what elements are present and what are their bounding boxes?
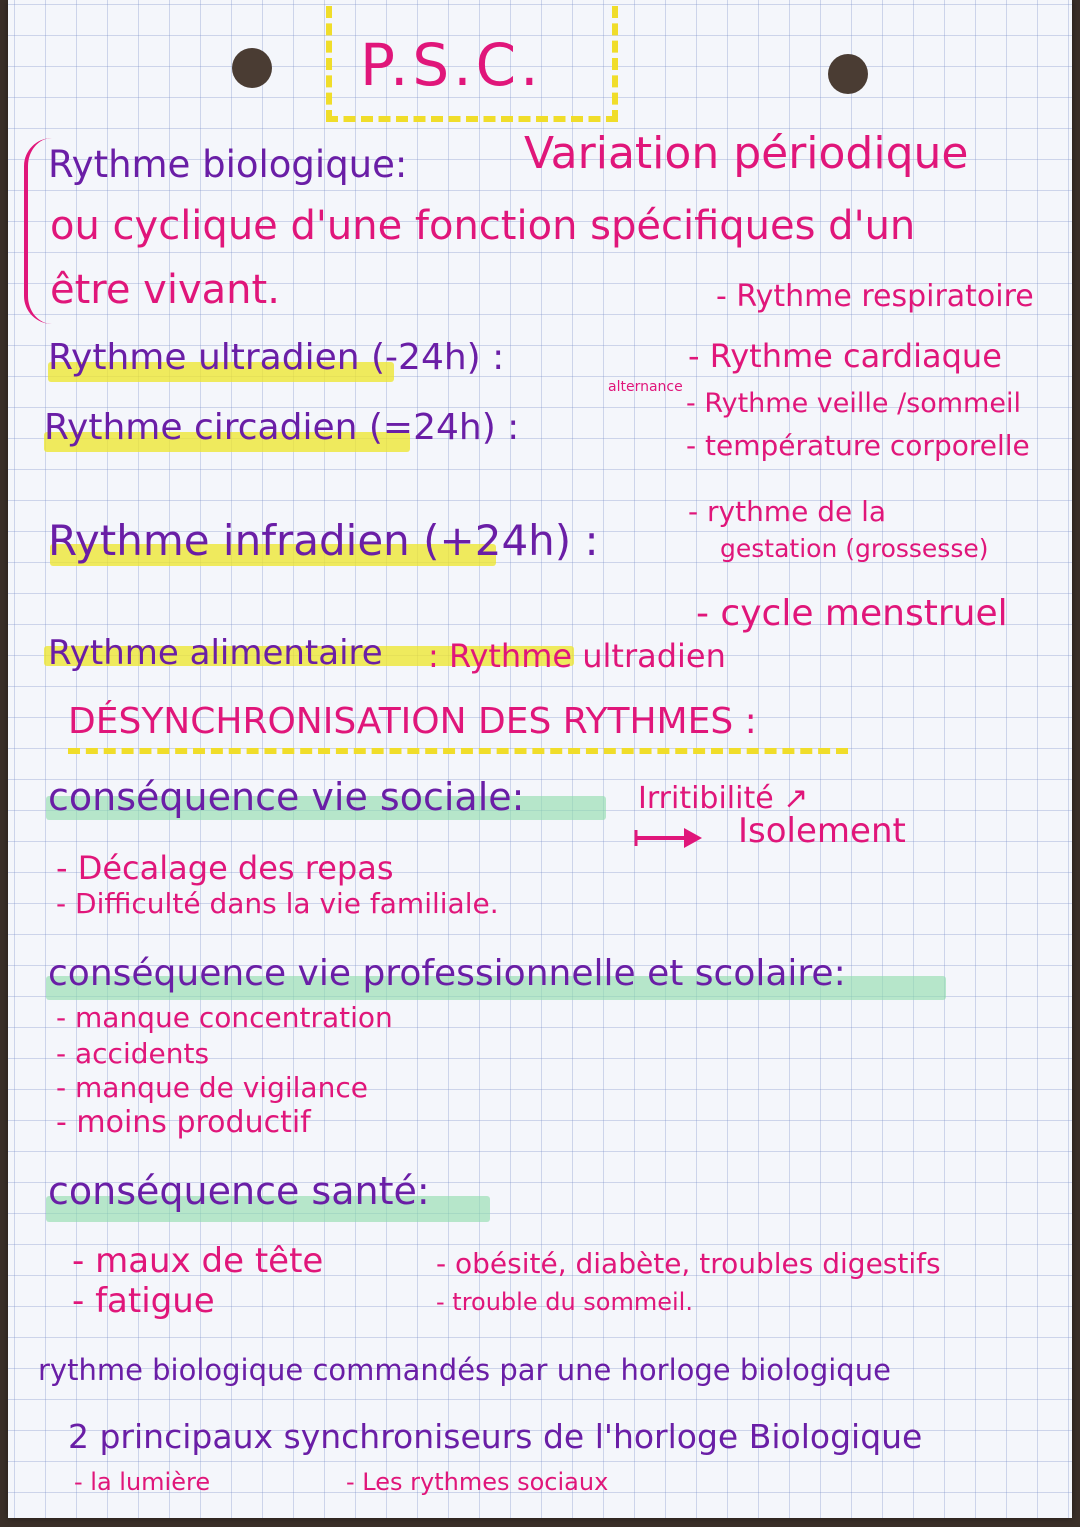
exemple-cycle: - cycle menstruel (696, 593, 1008, 634)
horloge-line1: rythme biologique commandés par une horloge biologique (38, 1353, 891, 1387)
sociale-item: - Décalage des repas (56, 849, 394, 887)
punch-hole-left (232, 48, 272, 88)
definition-line1: Variation périodique (524, 128, 969, 179)
sante-item-right: - trouble du sommeil. (436, 1288, 693, 1316)
sociale-irritabilite: Irritibilité ↗ (638, 781, 809, 816)
exemple-gestation-1: - rythme de la (688, 495, 887, 528)
note-alternance: alternance (608, 379, 683, 395)
desync-underline (68, 748, 848, 754)
sociale-heading: conséquence vie sociale: (48, 775, 525, 819)
punch-hole-right (828, 54, 868, 94)
exemple-gestation-2: gestation (grossesse) (720, 534, 989, 563)
definition-line2: ou cyclique d'une fonction spécifiques d'un (50, 203, 916, 249)
arrow-right-icon (634, 826, 704, 850)
definition-line3: être vivant. (50, 267, 280, 313)
pro-item: - moins productif (56, 1105, 311, 1140)
exemple-respiratoire: - Rythme respiratoire (716, 279, 1034, 314)
pro-item: - manque concentration (56, 1001, 393, 1034)
rythme-alimentaire: Rythme alimentaire (48, 633, 383, 673)
notebook-page (8, 0, 1072, 1518)
rythme-ultradien: Rythme ultradien (-24h) : (48, 337, 505, 378)
sante-item-left: - fatigue (72, 1281, 215, 1321)
rythme-circadien: Rythme circadien (=24h) : (44, 407, 520, 448)
pro-item: - accidents (56, 1037, 210, 1070)
exemple-cardiaque: - Rythme cardiaque (688, 337, 1002, 375)
pro-item: - manque de vigilance (56, 1071, 368, 1104)
sociale-isolement: Isolement (738, 811, 906, 851)
page-title: P.S.C. (360, 31, 543, 99)
pro-heading: conséquence vie professionnelle et scolaire: (48, 953, 846, 994)
definition-term: Rythme biologique: (48, 143, 408, 186)
exemple-veille-sommeil: - Rythme veille /sommeil (686, 388, 1021, 419)
synchroniseur-lumiere: - la lumière (74, 1468, 211, 1496)
rythme-infradien: Rythme infradien (+24h) : (48, 516, 599, 565)
rythme-alimentaire-valeur: : Rythme ultradien (428, 637, 726, 675)
exemple-temperature: - température corporelle (686, 429, 1030, 462)
sante-item-left: - maux de tête (72, 1241, 324, 1281)
synchroniseur-sociaux: - Les rythmes sociaux (346, 1468, 609, 1496)
sante-item-right: - obésité, diabète, troubles digestifs (436, 1247, 941, 1280)
sante-heading: conséquence santé: (48, 1169, 430, 1213)
horloge-line2: 2 principaux synchroniseurs de l'horloge Biologique (68, 1417, 923, 1456)
sociale-item: - Difficulté dans la vie familiale. (56, 887, 499, 920)
desync-heading: DÉSYNCHRONISATION DES RYTHMES : (68, 701, 757, 742)
